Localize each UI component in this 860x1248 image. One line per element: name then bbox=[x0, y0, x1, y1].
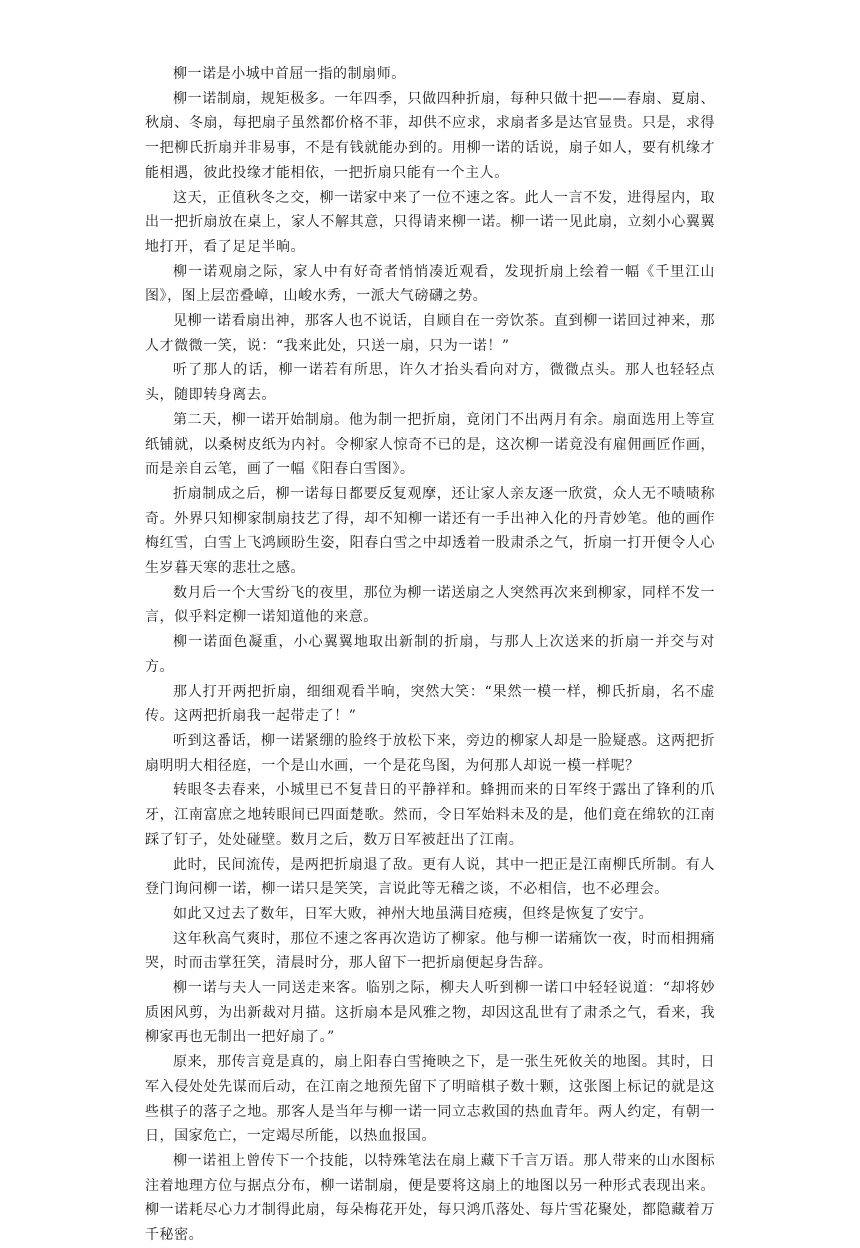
paragraph: 此时，民间流传，是两把折扇退了敌。更有人说，其中一把正是江南柳氏所制。有人登门询问柳一诺，柳一诺只是笑笑，言说此等无稽之谈，不必相信，也不必理会。 bbox=[145, 856, 715, 898]
paragraph: 柳一诺祖上曾传下一个技能，以特殊笔法在扇上藏下千言万语。那人带来的山水图标注着地理方位与据点分布，柳一诺制扇，便是要将这扇上的地图以另一种形式表现出来。柳一诺耗尽心力才制得此扇，每朵梅花开处，每只鸿爪落处、每片雪花聚处，都隐藏着万千秘密。 bbox=[145, 1152, 715, 1244]
paragraph: 转眼冬去春来，小城里已不复昔日的平静祥和。蜂拥而来的日军终于露出了锋利的爪牙，江南富庶之地转眼间已四面楚歌。然而，令日军始料未及的是，他们竟在绵软的江南踩了钉子，处处碰壁。数月之后，数万日军被赶出了江南。 bbox=[145, 782, 715, 848]
paragraph: 数月后一个大雪纷飞的夜里，那位为柳一诺送扇之人突然再次来到柳家，同样不发一言，似乎料定柳一诺知道他的来意。 bbox=[145, 584, 715, 626]
paragraph: 见柳一诺看扇出神，那客人也不说话，自顾自在一旁饮茶。直到柳一诺回过神来，那人才微微一笑，说：“我来此处，只送一扇，只为一诺！” bbox=[145, 313, 715, 354]
paragraph: 柳一诺与夫人一同送走来客。临别之际，柳夫人听到柳一诺口中轻轻说道：“却将妙质困风剪，为出新裁对月描。这折扇本是风雅之物，却因这乱世有了肃杀之气，看来，我柳家再也无制出一把好扇了。” bbox=[145, 980, 715, 1046]
paragraph: 原来，那传言竟是真的，扇上阳春白雪掩映之下，是一张生死攸关的地图。其时，日军入侵处处先谋而后动，在江南之地预先留下了明暗棋子数十颗，这张图上标记的就是这些棋子的落子之地。那客人是当年与柳一诺一同立志救国的热血青年。两人约定，有朝一日，国家危亡，一定竭尽所能，以热血报国。 bbox=[145, 1054, 715, 1145]
paragraph: 第二天，柳一诺开始制扇。他为制一把折扇，竟闭门不出两月有余。扇面选用上等宣纸铺就，以桑树皮纸为内衬。令柳家人惊奇不已的是，这次柳一诺竟没有雇佣画匠作画，而是亲自云笔，画了一幅《阳春白雪图》。 bbox=[145, 411, 715, 478]
paragraph: 柳一诺观扇之际，家人中有好奇者悄悄凑近观看，发现折扇上绘着一幅《千里江山图》，图上层峦叠嶂，山峻水秀，一派大气磅礴之势。 bbox=[145, 263, 715, 305]
paragraph: 听了那人的话，柳一诺若有所思，许久才抬头看向对方，微微点头。那人也轻轻点头，随即转身离去。 bbox=[145, 362, 715, 404]
paragraph: 这天，正值秋冬之交，柳一诺家中来了一位不速之客。此人一言不发，进得屋内，取出一把折扇放在桌上，家人不解其意，只得请来柳一诺。柳一诺一见此扇，立刻小心翼翼地打开，看了足足半晌。 bbox=[145, 189, 715, 255]
story-text-body bbox=[145, 62, 715, 1248]
paragraph: 柳一诺制扇，规矩极多。一年四季，只做四种折扇，每种只做十把——春扇、夏扇、秋扇、冬扇，每把扇子虽然都价格不菲，却供不应求，求扇者多是达官显贵。只是，求得一把柳氏折扇并非易事，不是有钱就能办到的。用柳一诺的话说，扇子如人，要有机缘才能相遇，彼此投缘才能相依，一把折扇只能有一个主人。 bbox=[145, 90, 715, 181]
paragraph: 如此又过去了数年，日军大败，神州大地虽满目疮痍，但终是恢复了安宁。 bbox=[173, 905, 654, 922]
paragraph: 这年秋高气爽时，那位不速之客再次造访了柳家。他与柳一诺痛饮一夜，时而相拥痛哭，时而击掌狂笑，清晨时分，那人留下一把折扇便起身告辞。 bbox=[145, 930, 715, 972]
paragraph: 听到这番话，柳一诺紧绷的脸终于放松下来，旁边的柳家人却是一脸疑惑。这两把折扇明明大相径庭，一个是山水画，一个是花鸟图，为何那人却说一模一样呢？ bbox=[145, 732, 715, 774]
paragraph: 柳一诺是小城中首屈一指的制扇师。 bbox=[173, 66, 406, 82]
paragraph: 折扇制成之后，柳一诺每日都要反复观摩，还让家人亲友逐一欣赏，众人无不啧啧称奇。外界只知柳家制扇技艺了得，却不知柳一诺还有一手出神入化的丹青妙笔。他的画作梅红雪，白雪上飞鸿顾盼生姿，阳春白雪之中却透着一股肃杀之气，折扇一打开便令人心生岁暮天寒的悲壮之感。 bbox=[145, 485, 715, 577]
paragraph: 柳一诺面色凝重，小心翼翼地取出新制的折扇，与那人上次送来的折扇一并交与对方。 bbox=[145, 634, 715, 675]
paragraph: 那人打开两把折扇，细细观看半晌，突然大笑：“果然一模一样，柳氏折扇，名不虚传。这两把折扇我一起带走了！” bbox=[145, 683, 715, 725]
